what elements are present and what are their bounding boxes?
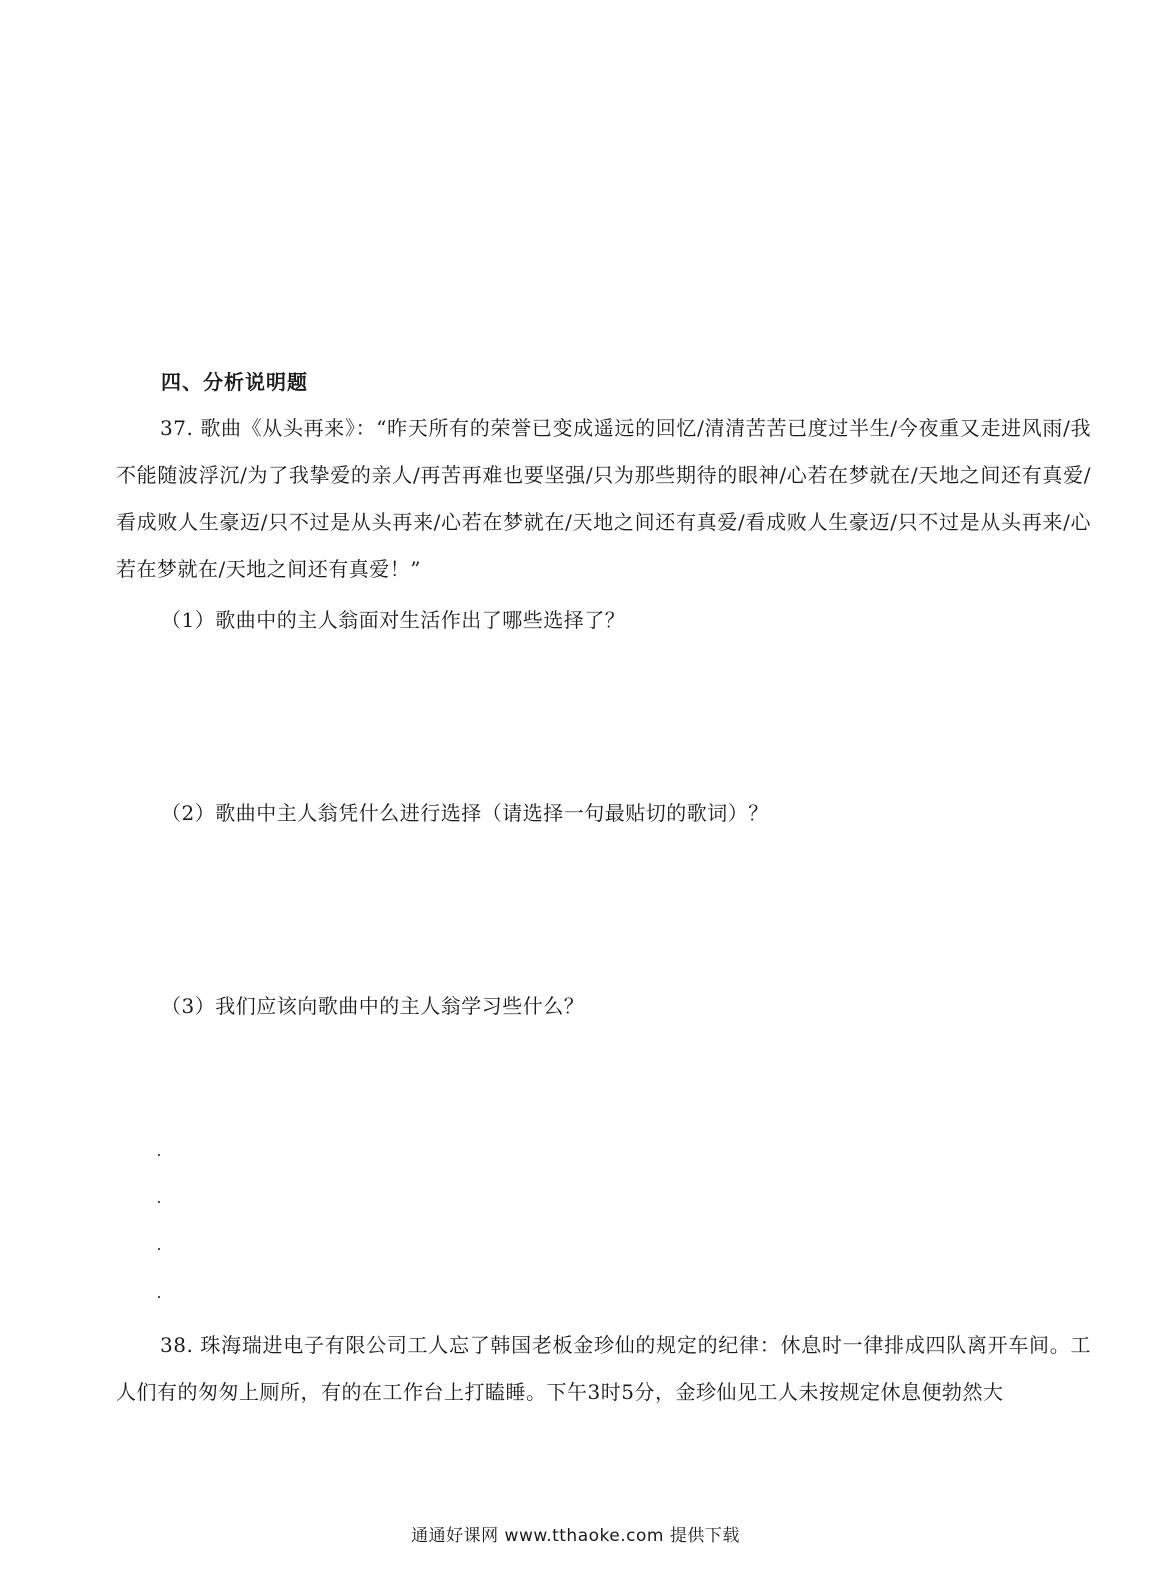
blank-line-mark [158, 1154, 160, 1156]
blank-line-mark [158, 1296, 160, 1298]
question-37-sub-1: （1）歌曲中的主人翁面对生活作出了哪些选择了？ [161, 608, 626, 632]
question-37-sub-3: （3）我们应该向歌曲中的主人翁学习些什么？ [161, 994, 585, 1018]
question-38-text: 38. 珠海瑞进电子有限公司工人忘了韩国老板金珍仙的规定的纪律：休息时一律排成四队离开车间。工人们有的匆匆上厕所，有的在工作台上打瞌睡。下午3时5分，金珍仙见工人未按规定休息便勃然大 [116, 1333, 1091, 1404]
section-title: 四、分析说明题 [161, 370, 308, 394]
blank-line-mark [158, 1201, 160, 1203]
blank-line-mark [158, 1248, 160, 1250]
question-37-sub-2: （2）歌曲中主人翁凭什么进行选择（请选择一句最贴切的歌词）？ [161, 801, 769, 825]
question-37-text: 37. 歌曲《从头再来》：“昨天所有的荣誉已变成遥远的回忆/清清苦苦已度过半生/今夜重又走进风雨/我不能随波浮沉/为了我挚爱的亲人/再苦再难也要坚强/只为那些期待的眼神/心若在梦就在/天地之间还有真爱/看成败人生豪迈/只不过是从头再来/心若在梦就在/天地之间还有真爱/看成败人生豪迈/只不过是从头再来/心若在梦就在/天地之间还有真爱！” [116, 416, 1091, 581]
page-footer: 通通好课网 www.tthaoke.com 提供下载 [411, 1526, 740, 1546]
